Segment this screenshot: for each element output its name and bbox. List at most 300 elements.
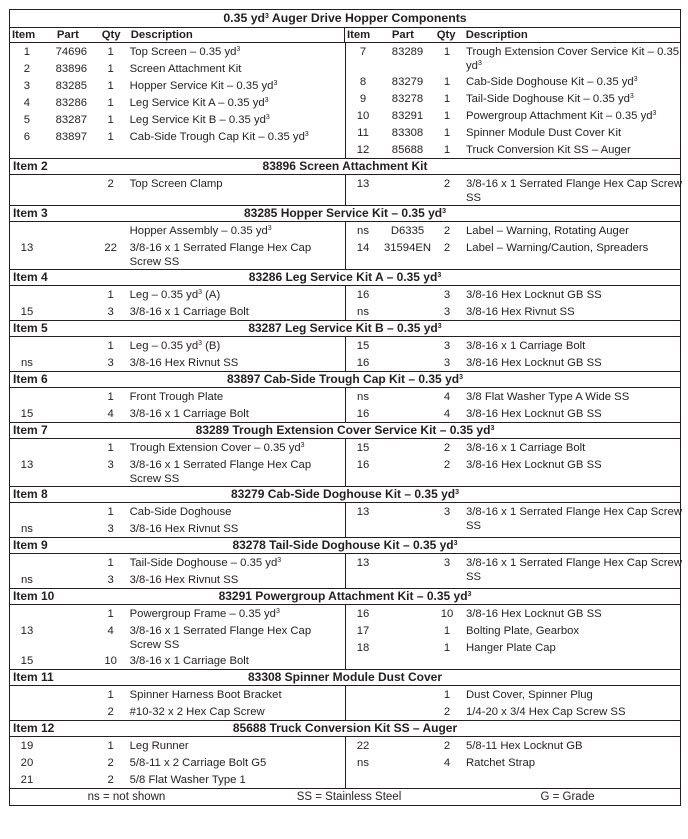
kit-sections: [10, 159, 680, 789]
kit-left: [10, 175, 346, 205]
cell-desc: Cab-Side Trough Cap Kit – 0.35 $yd^3$: [129, 131, 309, 143]
kit-left: [10, 737, 346, 788]
cell-part: D6335: [390, 225, 425, 237]
cell-desc: Hopper Assembly – 0.35 $yd^3$: [129, 225, 272, 237]
cell-item: [10, 703, 44, 705]
table-row: [10, 175, 345, 192]
kit-section: [10, 159, 680, 206]
table-row: [10, 652, 345, 669]
cell-qty: 3: [443, 340, 451, 352]
cell-item: ns: [357, 306, 369, 318]
kit-section: [10, 721, 680, 789]
cell-qty: 22: [104, 242, 117, 254]
kit-header: [10, 487, 680, 503]
cell-item: 6: [23, 131, 31, 143]
cell-part: [380, 337, 435, 339]
cell-part: [44, 354, 99, 356]
cell-part: [380, 354, 435, 356]
cell-desc: Cab-Side Doghouse: [129, 506, 232, 518]
cell-qty: 2: [443, 178, 451, 190]
kit-right: [346, 175, 682, 205]
main-components-left: [10, 43, 346, 158]
table-row: [10, 239, 345, 269]
cell-item: 14: [356, 242, 370, 254]
cell-item: 5: [23, 114, 31, 126]
cell-desc: 3/8-16 Hex Locknut GB SS: [466, 357, 602, 369]
cell-part: [44, 754, 99, 756]
table-row: [346, 337, 682, 354]
cell-desc: Powergroup Attachment Kit – 0.35 $yd^3$: [466, 110, 657, 122]
kit-title: 83286 Leg Service Kit A – 0.35 $yd^3$: [248, 270, 442, 284]
cell-desc: Leg – 0.35 $yd^3$ (B): [129, 340, 221, 352]
cell-part: [380, 286, 435, 288]
table-row: [346, 554, 682, 584]
kit-right: [346, 388, 682, 422]
cell-part: [44, 239, 99, 241]
table-row: [10, 503, 345, 520]
cell-part: 83278: [391, 93, 424, 105]
table-row: [346, 439, 682, 456]
cell-part: [44, 737, 99, 739]
kit-item-ref: Item 5: [13, 321, 48, 335]
cell-desc: 3/8-16 x 1 Serrated Flange Hex Cap Screw SS: [129, 459, 312, 485]
kit-header: [10, 270, 680, 286]
cell-part: [380, 737, 435, 739]
table-row: [10, 60, 345, 77]
cell-qty: 3: [107, 574, 114, 586]
cell-item: [10, 554, 44, 556]
kit-section: [10, 206, 680, 270]
cell-qty: 1: [107, 391, 114, 403]
cell-part: 74696: [55, 46, 88, 58]
kit-left: [10, 554, 346, 588]
cell-qty: 1: [443, 110, 451, 122]
kit-right: [346, 503, 682, 537]
cell-desc: Leg – 0.35 $yd^3$ (A): [129, 289, 221, 301]
cell-part: 83289: [391, 46, 424, 58]
cell-qty: 4: [443, 408, 451, 420]
kit-section: [10, 423, 680, 487]
kit-body: [10, 737, 680, 789]
cell-part: [380, 456, 435, 458]
cell-item: 16: [356, 459, 370, 471]
cell-part: [380, 686, 435, 688]
main-components-right: [346, 43, 682, 158]
cell-desc: Dust Cover, Spinner Plug: [466, 689, 593, 701]
cell-part: 31594EN: [383, 242, 432, 254]
cell-item: 7: [359, 46, 367, 58]
cell-qty: 1: [107, 340, 114, 352]
header-part: Part: [56, 29, 79, 41]
kit-left: [10, 503, 346, 537]
cell-part: [44, 337, 99, 339]
cell-item: 16: [356, 289, 370, 301]
kit-item-ref: Item 4: [13, 270, 48, 284]
kit-left: [10, 686, 346, 720]
table-row: [10, 354, 345, 371]
cell-part: [380, 622, 435, 624]
kit-left: [10, 286, 346, 320]
cell-part: 83291: [391, 110, 424, 122]
cell-desc: 5/8-11 x 2 Carriage Bolt G5: [129, 757, 267, 769]
cell-desc: 3/8-16 x 1 Carriage Bolt: [466, 442, 586, 454]
kit-body: [10, 222, 680, 270]
table-row: [346, 639, 682, 656]
header-item: Item: [347, 29, 371, 41]
table-row: [10, 388, 345, 405]
cell-item: 10: [356, 110, 370, 122]
cell-item: 18: [356, 642, 370, 654]
table-row: [10, 554, 345, 571]
parts-table: [9, 9, 681, 806]
kit-section: [10, 487, 680, 538]
kit-item-ref: Item 9: [13, 538, 48, 552]
cell-part: [44, 652, 99, 654]
table-row: [346, 686, 682, 703]
cell-desc: #10-32 x 2 Hex Cap Screw: [129, 706, 265, 718]
cell-qty: 1: [107, 97, 114, 109]
header-item: Item: [12, 29, 36, 41]
kit-item-ref: Item 12: [13, 721, 55, 735]
cell-qty: 1: [443, 144, 451, 156]
kit-section: [10, 589, 680, 670]
cell-part: [44, 686, 99, 688]
cell-desc: Leg Service Kit A – 0.35 $yd^3$: [129, 97, 269, 109]
kit-section: [10, 321, 680, 372]
cell-item: 11: [357, 127, 369, 139]
table-row: [10, 303, 345, 320]
cell-qty: 2: [443, 740, 451, 752]
kit-title: 83897 Cab-Side Trough Cap Kit – 0.35 $yd^3$: [227, 372, 463, 386]
cell-desc: Tail-Side Doghouse Kit – 0.35 $yd^3$: [466, 93, 634, 105]
cell-item: ns: [357, 757, 369, 769]
main-components: [10, 43, 680, 159]
cell-qty: 3: [107, 459, 114, 471]
cell-item: 4: [23, 97, 31, 109]
table-row: [10, 571, 345, 588]
cell-part: [380, 754, 435, 756]
kit-left: [10, 337, 346, 371]
cell-desc: Spinner Harness Boot Bracket: [129, 689, 282, 701]
cell-part: [44, 175, 99, 177]
cell-desc: 3/8-16 Hex Rivnut SS: [129, 574, 239, 586]
cell-part: [44, 605, 99, 607]
table-row: [346, 354, 682, 371]
cell-desc: Top Screen – 0.35 $yd^3$: [129, 46, 241, 58]
cell-desc: Powergroup Frame – 0.35 $yd^3$: [129, 608, 280, 620]
cell-item: [10, 175, 44, 177]
cell-part: 83897: [55, 131, 88, 143]
cell-desc: 5/8 Flat Washer Type 1: [129, 774, 246, 786]
table-row: [10, 337, 345, 354]
table-row: [346, 737, 682, 754]
kit-title: 83278 Tail-Side Doghouse Kit – 0.35 $yd^3$: [232, 538, 458, 552]
table-row: [346, 503, 682, 533]
cell-desc: 3/8-16 x 1 Serrated Flange Hex Cap Screw SS: [129, 242, 312, 268]
cell-qty: 1: [107, 689, 114, 701]
table-row: [346, 141, 682, 158]
cell-qty: 1: [107, 608, 114, 620]
cell-desc: 3/8-16 x 1 Carriage Bolt: [129, 408, 249, 420]
cell-part: [44, 771, 99, 773]
kit-item-ref: Item 2: [13, 159, 48, 173]
header-description: Description: [123, 28, 345, 42]
header-qty: Qty: [436, 29, 456, 41]
kit-body: [10, 286, 680, 321]
cell-part: [380, 639, 435, 641]
cell-item: 1: [23, 46, 31, 58]
cell-item: [346, 686, 380, 688]
cell-qty: 1: [107, 740, 114, 752]
kit-body: [10, 439, 680, 487]
table-row: [346, 405, 682, 422]
cell-qty: 1: [107, 63, 114, 75]
cell-qty: 2: [443, 706, 451, 718]
cell-desc: 3/8-16 Hex Rivnut SS: [129, 357, 239, 369]
cell-part: [380, 503, 435, 505]
cell-qty: 3: [107, 357, 114, 369]
cell-qty: 3: [107, 523, 114, 535]
kit-item-ref: Item 10: [13, 589, 55, 603]
cell-item: 9: [359, 93, 367, 105]
cell-item: 20: [20, 757, 34, 769]
header-qty: Qty: [101, 29, 121, 41]
cell-desc: Hanger Plate Cap: [466, 642, 556, 654]
cell-desc: Truck Conversion Kit SS – Auger: [466, 144, 631, 156]
legend-footer: [10, 789, 680, 805]
kit-body: [10, 605, 680, 670]
cell-item: [346, 703, 380, 705]
cell-qty: 2: [443, 242, 451, 254]
kit-item-ref: Item 8: [13, 487, 48, 501]
cell-qty: 3: [443, 289, 451, 301]
header-description: Description: [465, 29, 528, 41]
cell-desc: Trough Extension Cover Service Kit – 0.35 $yd^3$: [466, 46, 680, 72]
cell-qty: 3: [443, 306, 451, 318]
cell-item: [10, 605, 44, 607]
cell-desc: Bolting Plate, Gearbox: [466, 625, 580, 637]
table-row: [346, 754, 682, 771]
table-row: [10, 605, 345, 622]
kit-header: [10, 321, 680, 337]
cell-item: 13: [20, 242, 34, 254]
cell-desc: 3/8-16 x 1 Serrated Flange Hex Cap Screw SS: [466, 178, 682, 204]
cell-item: [10, 337, 44, 339]
cell-item: [10, 439, 44, 441]
cell-part: [380, 554, 435, 556]
kit-item-ref: Item 6: [13, 372, 48, 386]
cell-part: 83285: [55, 80, 88, 92]
cell-qty: 2: [107, 774, 114, 786]
table-row: [346, 73, 682, 90]
kit-right: [346, 737, 682, 788]
cell-part: 83279: [391, 76, 424, 88]
legend-ns: ns = not shown: [87, 791, 166, 803]
cell-part: [44, 222, 99, 224]
cell-item: 19: [20, 740, 34, 752]
kit-header: [10, 372, 680, 388]
cell-item: 13: [356, 557, 370, 569]
cell-desc: 3/8-16 Hex Locknut GB SS: [466, 608, 602, 620]
cell-desc: 3/8-16 Hex Locknut GB SS: [466, 459, 602, 471]
table-row: [10, 520, 345, 537]
cell-item: 15: [20, 306, 34, 318]
table-row: [10, 456, 345, 486]
table-row: [346, 107, 682, 124]
table-row: [10, 128, 345, 145]
cell-desc: 3/8 Flat Washer Type A Wide SS: [466, 391, 630, 403]
column-header-row: [10, 28, 680, 43]
cell-part: [44, 554, 99, 556]
kit-left: [10, 388, 346, 422]
cell-desc: Leg Service Kit B – 0.35 $yd^3$: [129, 114, 270, 126]
cell-desc: Label – Warning/Caution, Spreaders: [466, 242, 649, 254]
cell-item: 15: [20, 408, 34, 420]
kit-right: [346, 337, 682, 371]
cell-part: 83287: [55, 114, 88, 126]
kit-header: [10, 589, 680, 605]
kit-header: [10, 423, 680, 439]
cell-item: 15: [356, 340, 370, 352]
kit-header: [10, 206, 680, 222]
cell-qty: 1: [443, 46, 451, 58]
cell-item: 13: [20, 625, 34, 637]
cell-desc: Leg Runner: [129, 740, 189, 752]
cell-part: [380, 388, 435, 390]
cell-qty: 1: [443, 127, 451, 139]
cell-item: [10, 388, 44, 390]
cell-desc: Ratchet Strap: [466, 757, 536, 769]
table-row: [10, 222, 345, 239]
cell-qty: 1: [107, 506, 114, 518]
kit-header: [10, 670, 680, 686]
kit-body: [10, 175, 680, 206]
table-row: [10, 622, 345, 652]
table-row: [10, 737, 345, 754]
cell-desc: Screen Attachment Kit: [129, 63, 242, 75]
cell-part: [44, 571, 99, 573]
cell-desc: Label – Warning, Rotating Auger: [466, 225, 629, 237]
table-row: [10, 286, 345, 303]
cell-part: 83896: [55, 63, 88, 75]
cell-qty: 1: [443, 642, 451, 654]
cell-desc: Front Trough Plate: [129, 391, 224, 403]
kit-title: 83291 Powergroup Attachment Kit – 0.35 $yd^3$: [218, 589, 472, 603]
cell-qty: 1: [107, 442, 114, 454]
cell-qty: 4: [443, 757, 451, 769]
table-row: [10, 405, 345, 422]
cell-desc: 3/8-16 Hex Rivnut SS: [129, 523, 239, 535]
table-row: [10, 703, 345, 720]
kit-right: [346, 286, 682, 320]
kit-section: [10, 372, 680, 423]
table-row: [10, 94, 345, 111]
table-row: [346, 286, 682, 303]
kit-left: [10, 222, 346, 269]
cell-qty: 1: [107, 131, 114, 143]
kit-item-ref: Item 3: [13, 206, 48, 220]
cell-part: 83286: [55, 97, 88, 109]
cell-qty: 10: [104, 655, 117, 667]
kit-item-ref: Item 11: [13, 670, 54, 684]
cell-part: 83308: [391, 127, 424, 139]
cell-item: 13: [356, 506, 370, 518]
kit-header: [10, 538, 680, 554]
kit-title: 83308 Spinner Module Dust Cover: [247, 670, 443, 684]
table-row: [10, 77, 345, 94]
cell-item: 15: [356, 442, 370, 454]
cell-qty: 2: [443, 225, 451, 237]
cell-item: 13: [20, 459, 34, 471]
kit-body: [10, 554, 680, 589]
cell-part: [44, 388, 99, 390]
kit-section: [10, 670, 680, 721]
cell-qty: 4: [107, 408, 114, 420]
cell-desc: 3/8-16 x 1 Serrated Flange Hex Cap Screw SS: [466, 506, 682, 532]
cell-item: 13: [356, 178, 370, 190]
kit-title: 85688 Truck Conversion Kit SS – Auger: [232, 721, 458, 735]
cell-part: [380, 439, 435, 441]
cell-qty: 2: [107, 757, 114, 769]
table-row: [10, 43, 345, 60]
cell-qty: 10: [440, 608, 454, 620]
cell-qty: 3: [443, 357, 451, 369]
cell-item: 15: [20, 655, 34, 667]
cell-item: ns: [357, 391, 369, 403]
kit-right: [346, 605, 682, 669]
cell-qty: 3: [443, 557, 451, 569]
kit-header: [10, 721, 680, 737]
legend-ss: SS = Stainless Steel: [296, 791, 402, 803]
kit-body: [10, 503, 680, 538]
cell-qty: 1: [443, 625, 451, 637]
cell-qty: 3: [443, 506, 451, 518]
cell-item: [10, 286, 44, 288]
cell-part: [44, 622, 99, 624]
cell-qty: 1: [107, 80, 114, 92]
kit-item-ref: Item 7: [13, 423, 48, 437]
kit-title: 83289 Trough Extension Cover Service Kit – 0.35 $yd^3$: [195, 423, 495, 437]
kit-left: [10, 605, 346, 669]
table-row: [10, 754, 345, 771]
cell-qty: [99, 222, 123, 224]
header-part: Part: [391, 29, 414, 41]
cell-desc: 3/8-16 Hex Locknut GB SS: [466, 289, 602, 301]
legend-grade: G = Grade: [540, 791, 595, 803]
cell-item: 8: [359, 76, 367, 88]
cell-qty: 2: [443, 459, 451, 471]
cell-desc: 1/4-20 x 3/4 Hex Cap Screw SS: [466, 706, 626, 718]
cell-desc: 3/8-16 x 1 Serrated Flange Hex Cap Screw SS: [129, 625, 312, 651]
table-row: [346, 124, 682, 141]
cell-desc: 3/8-16 x 1 Carriage Bolt: [129, 306, 249, 318]
cell-item: 21: [20, 774, 34, 786]
cell-part: [44, 439, 99, 441]
cell-desc: Spinner Module Dust Cover Kit: [466, 127, 622, 139]
cell-qty: 2: [107, 706, 114, 718]
kit-right: [346, 439, 682, 486]
table-row: [346, 303, 682, 320]
table-row: [346, 703, 682, 720]
table-row: [346, 456, 682, 473]
cell-item: ns: [20, 523, 33, 535]
table-title: 0.35 $yd^3$ Auger Drive Hopper Components: [10, 10, 680, 28]
cell-item: 16: [356, 357, 370, 369]
cell-item: [10, 503, 44, 505]
kit-right: [346, 554, 682, 588]
cell-part: [44, 503, 99, 505]
cell-desc: Top Screen Clamp: [129, 178, 223, 190]
